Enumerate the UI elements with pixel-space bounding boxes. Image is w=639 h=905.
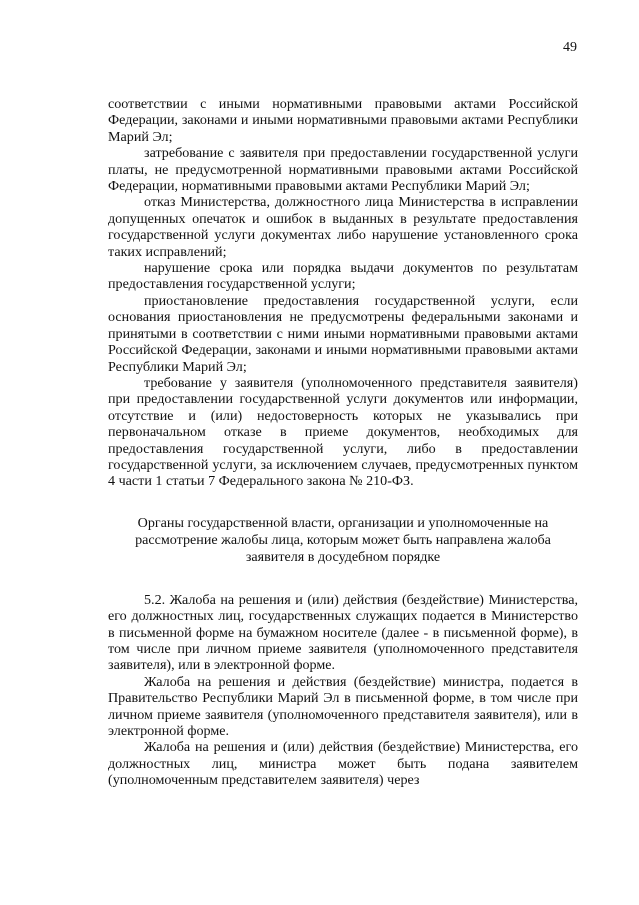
body-paragraph: Жалоба на решения и (или) действия (бездействие) Министерства, его должностных лиц, министра может быть подана заявителем (уполномоченным представителем заявителя) через: [108, 739, 578, 789]
body-paragraph: 5.2. Жалоба на решения и (или) действия (бездействие) Министерства, его должностных лиц, государственных служащих подается в Министерство в письменной форме на бумажном носителе (далее - в письменной форме), в том числе при личном приеме заявителя (уполномоченного представителя заявителя), или в электронной форме.: [108, 591, 578, 674]
body-paragraph: приостановление предоставления государственной услуги, если основания приостановления не предусмотрены федеральными законами и принятыми в соответствии с ними иными нормативными правовыми актами Российской Федерации, законами и иными нормативными правовыми актами Республики Марий Эл;: [108, 292, 578, 375]
page-number: 49: [563, 40, 577, 55]
body-paragraph: требование у заявителя (уполномоченного представителя заявителя) при предоставлении государственной услуги документов или информации, отсутствие и (или) недостоверность которых не указывались при первоначальном отказе в приеме документов, необходимых для предоставления государственной услуги, либо в предоставлении государственной услуги, за исключением случаев, предусмотренных пунктом 4 части 1 статьи 7 Федерального закона № 210-ФЗ.: [108, 374, 578, 490]
body-paragraph: Жалоба на решения и действия (бездействие) министра, подается в Правительство Республики Марий Эл в письменной форме, в том числе при личном приеме заявителя (уполномоченного представителя заявителя), или в электронной форме.: [108, 673, 578, 739]
section-heading: Органы государственной власти, организации и уполномоченные на рассмотрение жалобы лица, которым может быть направлена жалоба заявителя в досудебном порядке: [135, 514, 551, 565]
body-paragraph: отказ Министерства, должностного лица Министерства в исправлении допущенных опечаток и ошибок в выданных в результате предоставления государственной услуги документах либо нарушение установленного срока таких исправлений;: [108, 194, 578, 260]
body-paragraph: затребование с заявителя при предоставлении государственной услуги платы, не предусмотренной нормативными правовыми актами Российской Федерации, нормативными правовыми актами Республики Марий Эл;: [108, 145, 578, 195]
body-paragraph: соответствии с иными нормативными правовыми актами Российской Федерации, законами и иными нормативными правовыми актами Республики Марий Эл;: [108, 96, 578, 145]
body-paragraph: нарушение срока или порядка выдачи документов по результатам предоставления государственной услуги;: [108, 260, 578, 293]
document-body: [108, 96, 578, 789]
